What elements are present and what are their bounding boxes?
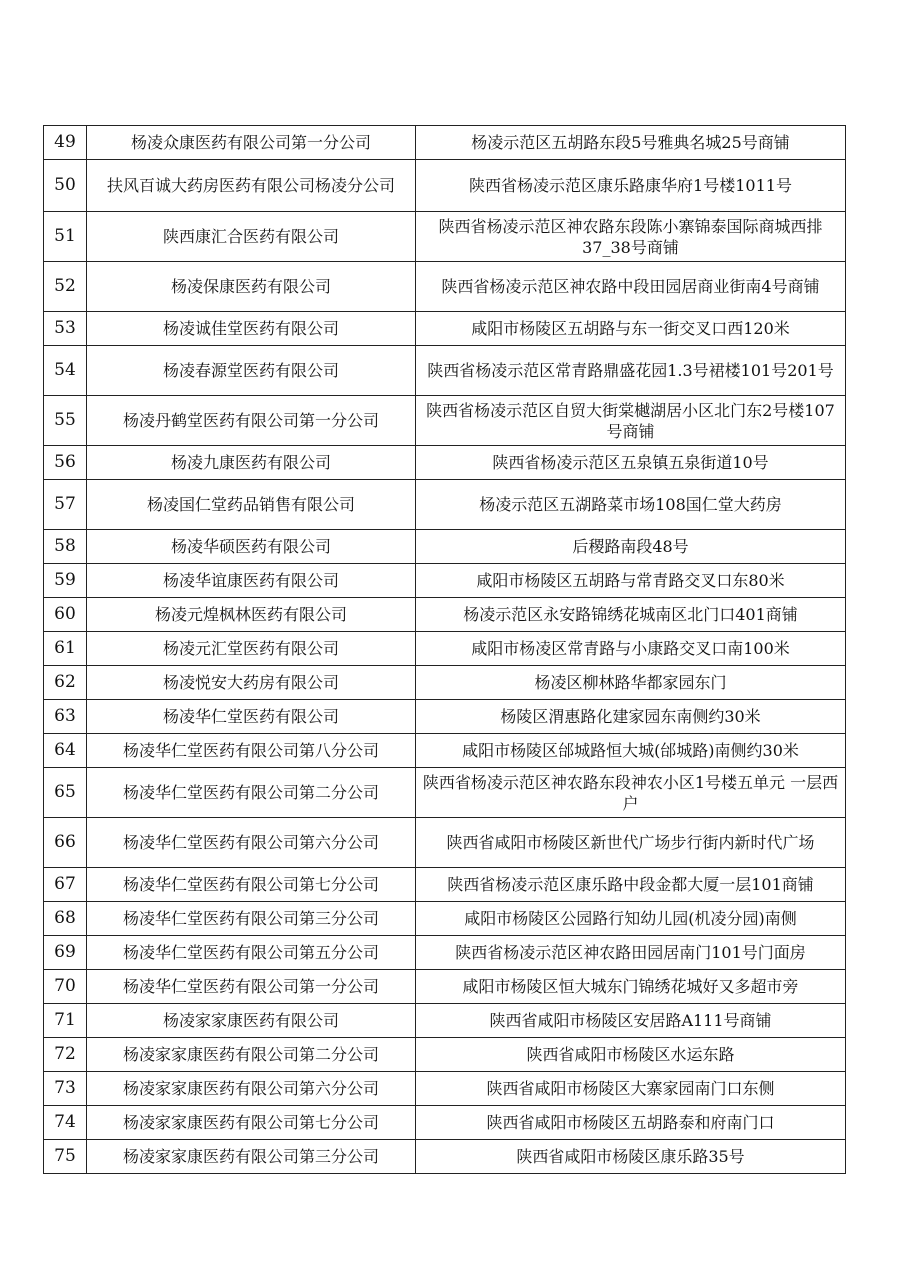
company-address: 陕西省咸阳市杨陵区大寨家园南门口东侧	[416, 1072, 846, 1106]
company-address: 咸阳市杨陵区恒大城东门锦绣花城好又多超市旁	[416, 970, 846, 1004]
row-number: 67	[44, 868, 87, 902]
row-number: 58	[44, 530, 87, 564]
table-row	[44, 1106, 846, 1140]
row-number: 52	[44, 262, 87, 312]
company-name: 杨凌丹鹤堂医药有限公司第一分公司	[87, 396, 416, 446]
row-number: 49	[44, 126, 87, 160]
table-row	[44, 160, 846, 212]
company-name: 杨凌元煌枫林医药有限公司	[87, 598, 416, 632]
company-name: 陕西康汇合医药有限公司	[87, 212, 416, 262]
table-row	[44, 666, 846, 700]
company-address: 杨陵区渭惠路化建家园东南侧约30米	[416, 700, 846, 734]
company-name: 杨凌春源堂医药有限公司	[87, 346, 416, 396]
table-row	[44, 480, 846, 530]
company-address: 咸阳市杨陵区邰城路恒大城(邰城路)南侧约30米	[416, 734, 846, 768]
row-number: 65	[44, 768, 87, 818]
row-number: 60	[44, 598, 87, 632]
table-row	[44, 970, 846, 1004]
company-name: 杨凌华仁堂医药有限公司第五分公司	[87, 936, 416, 970]
table-row	[44, 818, 846, 868]
pharmacy-table-body	[44, 126, 846, 1174]
company-name: 杨凌华仁堂医药有限公司第一分公司	[87, 970, 416, 1004]
company-address: 陕西省杨凌示范区五泉镇五泉街道10号	[416, 446, 846, 480]
company-name: 杨凌家家康医药有限公司第二分公司	[87, 1038, 416, 1072]
company-name: 杨凌元汇堂医药有限公司	[87, 632, 416, 666]
company-address: 陕西省咸阳市杨陵区水运东路	[416, 1038, 846, 1072]
row-number: 62	[44, 666, 87, 700]
table-row	[44, 734, 846, 768]
table-row	[44, 1038, 846, 1072]
table-row	[44, 564, 846, 598]
row-number: 66	[44, 818, 87, 868]
row-number: 59	[44, 564, 87, 598]
company-address: 陕西省咸阳市杨陵区新世代广场步行街内新时代广场	[416, 818, 846, 868]
row-number: 72	[44, 1038, 87, 1072]
table-row	[44, 312, 846, 346]
table-row	[44, 396, 846, 446]
company-address: 陕西省咸阳市杨陵区安居路A111号商铺	[416, 1004, 846, 1038]
company-name: 扶风百诚大药房医药有限公司杨凌分公司	[87, 160, 416, 212]
row-number: 53	[44, 312, 87, 346]
row-number: 50	[44, 160, 87, 212]
company-name: 杨凌华谊康医药有限公司	[87, 564, 416, 598]
company-name: 杨凌华仁堂医药有限公司第六分公司	[87, 818, 416, 868]
company-name: 杨凌悦安大药房有限公司	[87, 666, 416, 700]
company-name: 杨凌国仁堂药品销售有限公司	[87, 480, 416, 530]
company-name: 杨凌家家康医药有限公司第七分公司	[87, 1106, 416, 1140]
table-row	[44, 446, 846, 480]
row-number: 71	[44, 1004, 87, 1038]
table-row	[44, 262, 846, 312]
row-number: 63	[44, 700, 87, 734]
company-name: 杨凌华仁堂医药有限公司第三分公司	[87, 902, 416, 936]
company-address: 杨凌示范区五胡路东段5号雅典名城25号商铺	[416, 126, 846, 160]
pharmacy-table	[43, 125, 846, 1174]
company-address: 陕西省杨凌示范区常青路鼎盛花园1.3号裙楼101号201号	[416, 346, 846, 396]
row-number: 61	[44, 632, 87, 666]
company-address: 陕西省咸阳市杨陵区康乐路35号	[416, 1140, 846, 1174]
row-number: 73	[44, 1072, 87, 1106]
table-row	[44, 1140, 846, 1174]
company-address: 陕西省杨凌示范区神农路田园居南门101号门面房	[416, 936, 846, 970]
table-row	[44, 212, 846, 262]
table-row	[44, 346, 846, 396]
company-name: 杨凌诚佳堂医药有限公司	[87, 312, 416, 346]
row-number: 55	[44, 396, 87, 446]
company-address: 陕西省杨凌示范区神农路中段田园居商业街南4号商铺	[416, 262, 846, 312]
company-address: 杨凌示范区五湖路菜市场108国仁堂大药房	[416, 480, 846, 530]
table-row	[44, 530, 846, 564]
company-name: 杨凌保康医药有限公司	[87, 262, 416, 312]
table-row	[44, 598, 846, 632]
row-number: 64	[44, 734, 87, 768]
company-name: 杨凌九康医药有限公司	[87, 446, 416, 480]
company-name: 杨凌众康医药有限公司第一分公司	[87, 126, 416, 160]
company-address: 咸阳市杨凌区常青路与小康路交叉口南100米	[416, 632, 846, 666]
company-address: 陕西省杨凌示范区自贸大街棠樾湖居小区北门东2号楼107号商铺	[416, 396, 846, 446]
row-number: 69	[44, 936, 87, 970]
row-number: 70	[44, 970, 87, 1004]
company-address: 咸阳市杨陵区公园路行知幼儿园(机凌分园)南侧	[416, 902, 846, 936]
company-address: 陕西省杨凌示范区神农路东段神农小区1号楼五单元 一层西户	[416, 768, 846, 818]
company-name: 杨凌家家康医药有限公司	[87, 1004, 416, 1038]
row-number: 56	[44, 446, 87, 480]
company-address: 陕西省咸阳市杨陵区五胡路泰和府南门口	[416, 1106, 846, 1140]
table-row	[44, 868, 846, 902]
table-row	[44, 1004, 846, 1038]
company-name: 杨凌华仁堂医药有限公司第二分公司	[87, 768, 416, 818]
company-name: 杨凌华仁堂医药有限公司	[87, 700, 416, 734]
row-number: 75	[44, 1140, 87, 1174]
company-name: 杨凌家家康医药有限公司第六分公司	[87, 1072, 416, 1106]
company-name: 杨凌华仁堂医药有限公司第八分公司	[87, 734, 416, 768]
table-row	[44, 1072, 846, 1106]
row-number: 57	[44, 480, 87, 530]
table-row	[44, 632, 846, 666]
company-name: 杨凌华硕医药有限公司	[87, 530, 416, 564]
table-row	[44, 126, 846, 160]
row-number: 51	[44, 212, 87, 262]
company-address: 杨凌区柳林路华都家园东门	[416, 666, 846, 700]
company-address: 陕西省杨凌示范区康乐路中段金都大厦一层101商铺	[416, 868, 846, 902]
table-row	[44, 700, 846, 734]
company-address: 咸阳市杨陵区五胡路与东一街交叉口西120米	[416, 312, 846, 346]
table-row	[44, 902, 846, 936]
company-address: 陕西省杨凌示范区康乐路康华府1号楼1011号	[416, 160, 846, 212]
company-address: 后稷路南段48号	[416, 530, 846, 564]
row-number: 68	[44, 902, 87, 936]
company-name: 杨凌华仁堂医药有限公司第七分公司	[87, 868, 416, 902]
company-address: 杨凌示范区永安路锦绣花城南区北门口401商铺	[416, 598, 846, 632]
row-number: 54	[44, 346, 87, 396]
company-address: 陕西省杨凌示范区神农路东段陈小寨锦泰国际商城西排37_38号商铺	[416, 212, 846, 262]
table-row	[44, 936, 846, 970]
row-number: 74	[44, 1106, 87, 1140]
table-row	[44, 768, 846, 818]
company-name: 杨凌家家康医药有限公司第三分公司	[87, 1140, 416, 1174]
company-address: 咸阳市杨陵区五胡路与常青路交叉口东80米	[416, 564, 846, 598]
